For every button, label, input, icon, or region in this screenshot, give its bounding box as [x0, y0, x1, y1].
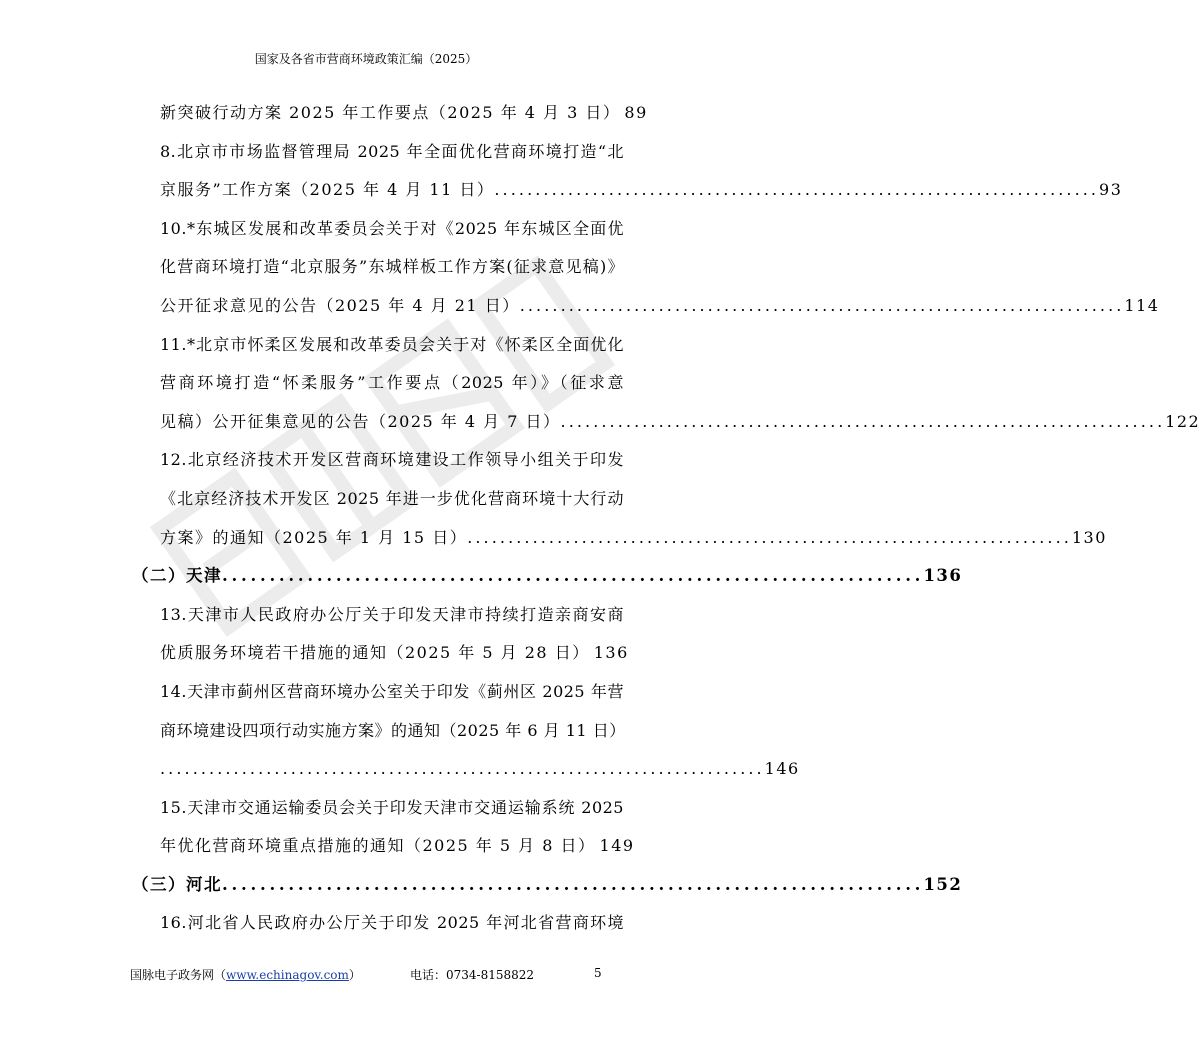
toc-page-number: 149 — [599, 836, 635, 856]
toc-entry-text[interactable]: 化营商环境打造“北京服务”东城样板工作方案(征求意见稿)》 — [160, 257, 624, 277]
dot-leader — [467, 519, 1068, 558]
toc-entry-text[interactable]: 16.河北省人民政府办公厅关于印发 2025 年河北省营商环境 — [160, 913, 624, 933]
toc-entry-text[interactable]: 12.北京经济技术开发区营商环境建设工作领导小组关于印发 — [160, 450, 624, 470]
toc-page-number: 93 — [1099, 180, 1123, 200]
toc-section-hebei[interactable] — [132, 866, 963, 905]
dot-leader — [520, 287, 1121, 326]
toc-entry-text[interactable]: 15.天津市交通运输委员会关于印发天津市交通运输系统 2025 — [160, 797, 624, 817]
toc-page-number: 136 — [593, 643, 629, 663]
toc-entry-text[interactable]: 《北京经济技术开发区 2025 年进一步优化营商环境十大行动 — [160, 488, 624, 508]
toc-entry-text[interactable]: 13.天津市人民政府办公厅关于印发天津市持续打造亲商安商 — [160, 604, 624, 624]
toc-page-number: 130 — [1071, 527, 1107, 547]
toc-page-number: 89 — [624, 103, 648, 122]
toc-entry-text[interactable]: 8.北京市市场监督管理局 2025 年全面优化营商环境打造“北 — [160, 141, 624, 161]
toc-entry-title: 年优化营商环境重点措施的通知（2025 年 5 月 8 日） — [160, 836, 596, 856]
toc-entry[interactable] — [160, 94, 648, 133]
toc-entry[interactable] — [160, 827, 635, 866]
page-number: 5 — [594, 966, 602, 980]
toc-entry-title: 见稿）公开征集意见的公告（2025 年 4 月 7 日） — [160, 411, 561, 431]
table-of-contents — [132, 94, 1200, 943]
toc-page-number: 146 — [764, 759, 800, 779]
toc-page-number: 114 — [1124, 295, 1160, 315]
toc-entry-text[interactable]: 商环境建设四项行动实施方案》的通知（2025 年 6 月 11 日） — [160, 720, 626, 740]
dot-leader — [222, 866, 919, 905]
footer-site-link[interactable]: www.echinagov.com — [226, 968, 349, 982]
toc-entry-text[interactable]: 营商环境打造“怀柔服务”工作要点（2025 年）》（征求意 — [160, 373, 624, 393]
toc-entry[interactable] — [160, 287, 1160, 326]
dot-leader — [561, 403, 1162, 442]
toc-entry[interactable] — [160, 171, 1123, 210]
footer-phone: 电话：0734-8158822 — [410, 968, 535, 982]
dot-leader — [160, 750, 761, 789]
footer-site-label: 国脉电子政务网 — [130, 968, 215, 982]
toc-entry-title: 京服务”工作方案（2025 年 4 月 11 日） — [160, 180, 495, 200]
toc-entry-text[interactable]: 10.*东城区发展和改革委员会关于对《2025 年东城区全面优 — [160, 218, 624, 238]
running-header: 国家及各省市营商环境政策汇编（2025） — [254, 52, 478, 66]
footer-site: 国脉电子政务网（www.echinagov.com） — [130, 968, 361, 982]
toc-entry-title: 优质服务环境若干措施的通知（2025 年 5 月 28 日） — [160, 643, 590, 663]
toc-entry-title: 公开征求意见的公告（2025 年 4 月 21 日） — [160, 295, 520, 315]
toc-entry-title: 方案》的通知（2025 年 1 月 15 日） — [160, 527, 468, 547]
dot-leader — [494, 171, 1095, 210]
toc-entry[interactable] — [160, 750, 800, 789]
toc-entry[interactable] — [160, 403, 1200, 442]
toc-entry-text[interactable]: 14.天津市蓟州区营商环境办公室关于印发《蓟州区 2025 年营 — [160, 681, 624, 701]
dot-leader — [222, 557, 919, 596]
toc-page-number: 136 — [923, 566, 963, 586]
toc-page-number: 152 — [923, 874, 963, 894]
toc-entry-title: 新突破行动方案 2025 年工作要点（2025 年 4 月 3 日） — [160, 103, 621, 122]
toc-entry[interactable] — [160, 634, 629, 673]
toc-page-number: 122 — [1165, 411, 1200, 431]
toc-entry-text[interactable]: 11.*北京市怀柔区发展和改革委员会关于对《怀柔区全面优化 — [160, 334, 624, 354]
toc-section-tianjin[interactable] — [132, 557, 963, 596]
toc-section-title: （二）天津 — [132, 566, 222, 586]
toc-section-title: （三）河北 — [132, 874, 222, 894]
toc-entry[interactable] — [160, 519, 1107, 558]
